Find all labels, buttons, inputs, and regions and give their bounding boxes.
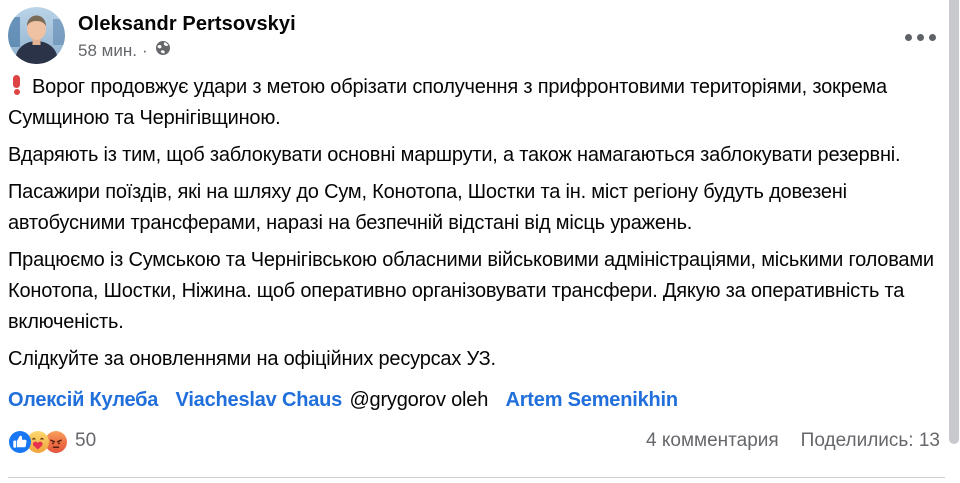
red-exclamation-icon: [8, 75, 25, 95]
post-header: [8, 0, 940, 72]
engagement-bar: [8, 428, 940, 454]
avatar-photo: [8, 7, 65, 64]
like-icon[interactable]: [8, 430, 30, 452]
ellipsis-icon: [905, 34, 912, 41]
post-meta-line: [78, 40, 296, 61]
post-paragraph: Працюємо із Сумською та Чернігівською обласними військовими адміністраціями, міськими головами Конотопа, Шостки, Ніжина. щоб оперативно організовувати трансфери. Дякую за оперативність та включеність.: [8, 249, 934, 333]
reactions-summary[interactable]: [8, 430, 96, 452]
scrollbar-thumb[interactable]: [949, 0, 959, 444]
mention-link-artem-semenikhin[interactable]: Artem Semenikhin: [505, 389, 678, 411]
mention-plain-grygorov-oleh: @grygorov oleh: [349, 389, 489, 411]
meta-separator: ·: [141, 40, 148, 60]
timestamp[interactable]: 58 мин.: [78, 40, 137, 60]
mentions-row: [8, 389, 936, 412]
post-divider: [8, 477, 945, 478]
ellipsis-icon: [929, 34, 936, 41]
reaction-count[interactable]: 50: [75, 430, 97, 451]
post-paragraph: Слідкуйте за оновленнями на офіційних ресурсах УЗ.: [8, 348, 496, 370]
shares-count[interactable]: Поделились: 13: [800, 430, 940, 451]
engagement-stats: [646, 430, 940, 452]
ellipsis-icon: [917, 34, 924, 41]
mention-link-viacheslav-chaus[interactable]: Viacheslav Chaus: [175, 389, 343, 411]
reaction-icon-stack[interactable]: [8, 430, 66, 452]
post-options-button[interactable]: [901, 26, 940, 49]
post-paragraph: Пасажири поїздів, які на шляху до Сум, Конотопа, Шостки та ін. міст регіону будуть довезені автобусними трансферами, наразі на безпечній відстані від місць уражень.: [8, 181, 847, 234]
header-meta: [78, 7, 296, 61]
comments-count[interactable]: 4 комментария: [646, 430, 779, 451]
globe-public-icon: [155, 40, 171, 61]
avatar[interactable]: [8, 7, 65, 64]
post-body: [8, 72, 940, 412]
mention-link-oleksii-kuleba[interactable]: Олексій Кулеба: [8, 389, 159, 411]
post-paragraph: Вдаряють із тим, щоб заблокувати основні маршрути, а також намагаються заблокувати резервні.: [8, 144, 901, 166]
post-paragraph: Ворог продовжує удари з метою обрізати сполучення з прифронтовими територіями, зокрема Сумщиною та Чернігівщиною.: [8, 76, 887, 129]
author-name[interactable]: Oleksandr Pertsovskyi: [78, 13, 296, 35]
